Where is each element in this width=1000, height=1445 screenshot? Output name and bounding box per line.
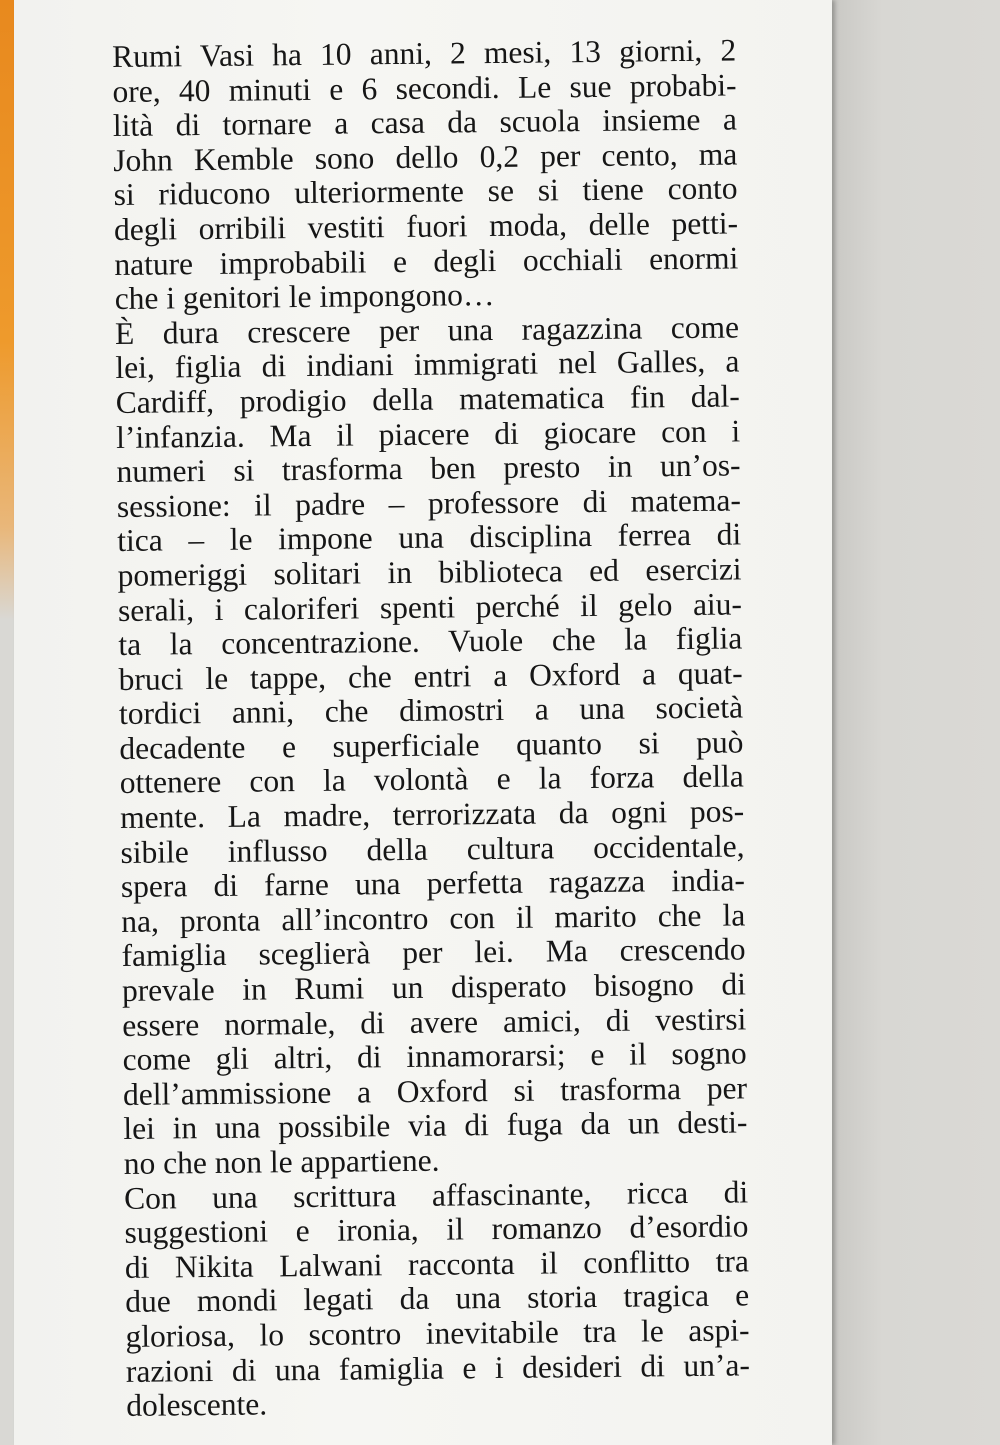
paragraph-1 bbox=[112, 33, 739, 316]
text-line: ta la concentrazione. Vuole che la figlia bbox=[118, 620, 743, 663]
background-surface bbox=[832, 0, 1000, 1445]
text-line: no che non le appartiene. bbox=[123, 1142, 440, 1181]
text-line: lei in una possibile via di fuga da un desti- bbox=[123, 1104, 748, 1147]
text-line: nature improbabili e degli occhiali enormi bbox=[114, 240, 739, 282]
text-line: Con una scrittura affascinante, ricca di bbox=[123, 1173, 749, 1216]
text-line: tordici anni, che dimostri a una società bbox=[118, 689, 744, 732]
text-line: come gli altri, di innamorarsi; e il sogno bbox=[122, 1035, 747, 1078]
text-line: dolescente. bbox=[126, 1386, 268, 1424]
text-line: Rumi Vasi ha 10 anni, 2 mesi, 13 giorni, 2 bbox=[111, 32, 737, 74]
text-line: John Kemble sono dello 0,2 per cento, ma bbox=[113, 136, 738, 178]
text-line: due mondi legati da una storia tragica e bbox=[125, 1277, 750, 1320]
text-line: l’infanzia. Ma il piacere di giocare con i bbox=[115, 412, 741, 455]
text-line: pomeriggi solitari in biblioteca ed esercizi bbox=[117, 551, 742, 593]
text-line: prevale in Rumi un disperato bisogno di bbox=[121, 966, 747, 1008]
text-line: degli orribili vestiti fuori moda, delle petti- bbox=[113, 205, 739, 247]
text-line: si riducono ulteriormente se si tiene conto bbox=[113, 170, 738, 213]
text-line: essere normale, di avere amici, di vestirsi bbox=[122, 1001, 747, 1043]
text-line: ottenere con la volontà e la forza della bbox=[119, 758, 744, 801]
paragraph-3 bbox=[124, 1175, 751, 1424]
text-line: numeri si trasforma ben presto in un’os- bbox=[116, 447, 741, 490]
text-line: dell’ammissione a Oxford si trasforma per bbox=[122, 1070, 748, 1112]
book-page bbox=[14, 0, 832, 1445]
text-line: tica – le impone una disciplina ferrea di bbox=[117, 516, 742, 559]
text-line: ore, 40 minuti e 6 secondi. Le sue probabi- bbox=[112, 67, 737, 109]
text-line: decadente e superficiale quanto si può bbox=[119, 724, 744, 766]
text-line: razioni di una famiglia e i desideri di un’a- bbox=[125, 1346, 751, 1389]
text-line: famiglia sceglierà per lei. Ma crescendo bbox=[121, 931, 746, 974]
text-line: che i genitori le impongono… bbox=[114, 277, 495, 317]
paragraph-2 bbox=[115, 310, 748, 1181]
text-line: gloriosa, lo scontro inevitabile tra le aspi- bbox=[125, 1312, 750, 1354]
text-line: spera di farne una perfetta ragazza india- bbox=[120, 862, 746, 905]
text-line: serali, i caloriferi spenti perché il gelo aiu- bbox=[117, 585, 743, 628]
text-line: lità di tornare a casa da scuola insieme a bbox=[112, 101, 738, 144]
text-line: È dura crescere per una ragazzina come bbox=[114, 309, 740, 351]
text-line: Cardiff, prodigio della matematica fin dal- bbox=[115, 378, 740, 420]
text-line: bruci le tappe, che entri a Oxford a quat- bbox=[118, 655, 743, 697]
text-line: na, pronta all’incontro con il marito che la bbox=[121, 897, 746, 939]
text-line: lei, figlia di indiani immigrati nel Galles, a bbox=[115, 343, 740, 386]
text-line: mente. La madre, terrorizzata da ogni pos- bbox=[119, 793, 745, 836]
text-line: sessione: il padre – professore di matema- bbox=[116, 482, 742, 524]
text-line: suggestioni e ironia, il romanzo d’esordio bbox=[124, 1208, 749, 1251]
text-line: sibile influsso della cultura occidentale, bbox=[120, 828, 745, 870]
blurb-text bbox=[112, 33, 750, 1423]
text-line: di Nikita Lalwani racconta il conflitto tra bbox=[124, 1243, 750, 1285]
